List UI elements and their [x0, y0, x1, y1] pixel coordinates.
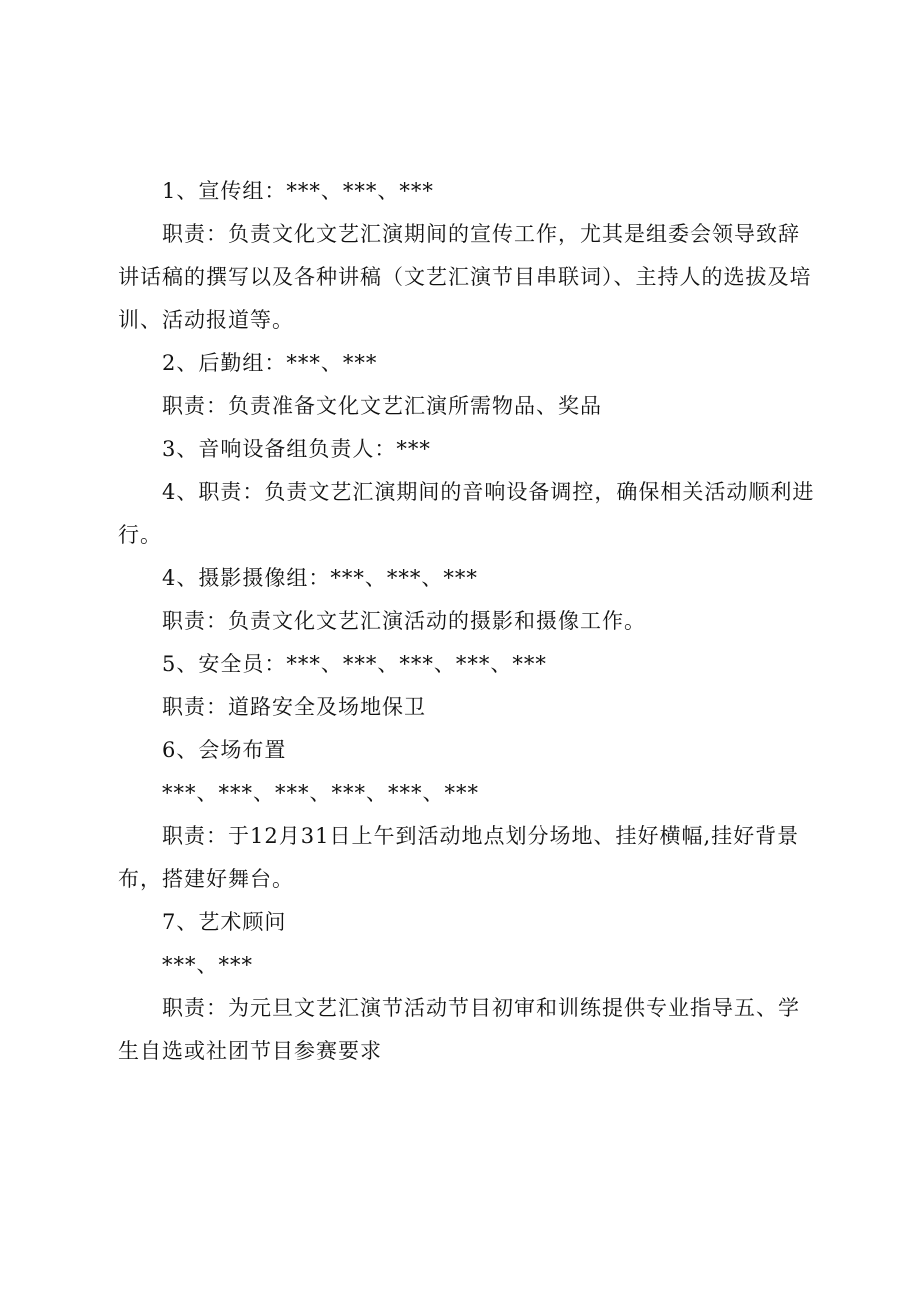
heading-venue-setup: 6、会场布置 — [162, 738, 287, 762]
heading-art-advisor: 7、艺术顾问 — [162, 910, 287, 934]
members-venue-setup: ***、***、***、***、***、*** — [162, 781, 479, 805]
duty-venue-setup: 职责：于12月31日上午到活动地点划分场地、挂好横幅,挂好背景布，搭建好舞台。 — [118, 824, 800, 891]
duty-audio-group: 4、职责：负责文艺汇演期间的音响设备调控，确保相关活动顺利进行。 — [118, 480, 815, 547]
duty-publicity-group: 职责：负责文化文艺汇演期间的宣传工作，尤其是组委会领导致辞讲话稿的撰写以及各种讲稿（文艺汇演节目串联词）、主持人的选拔及培训、活动报道等。 — [118, 222, 812, 332]
duty-photo-video-group: 职责：负责文化文艺汇演活动的摄影和摄像工作。 — [162, 609, 646, 633]
heading-publicity-group: 1、宣传组：***、***、*** — [162, 179, 434, 203]
duty-logistics-group: 职责：负责准备文化文艺汇演所需物品、奖品 — [162, 394, 602, 418]
members-art-advisor: ***、*** — [162, 953, 253, 977]
heading-photo-video-group: 4、摄影摄像组：***、***、*** — [162, 566, 478, 590]
heading-logistics-group: 2、后勤组：***、*** — [162, 351, 378, 375]
heading-audio-group: 3、音响设备组负责人：*** — [162, 437, 431, 461]
heading-security-staff: 5、安全员：***、***、***、***、*** — [162, 652, 547, 676]
duty-art-advisor: 职责：为元旦文艺汇演节活动节目初审和训练提供专业指导五、学生自选或社团节目参赛要求 — [118, 996, 800, 1063]
duty-security-staff: 职责：道路安全及场地保卫 — [162, 695, 426, 719]
